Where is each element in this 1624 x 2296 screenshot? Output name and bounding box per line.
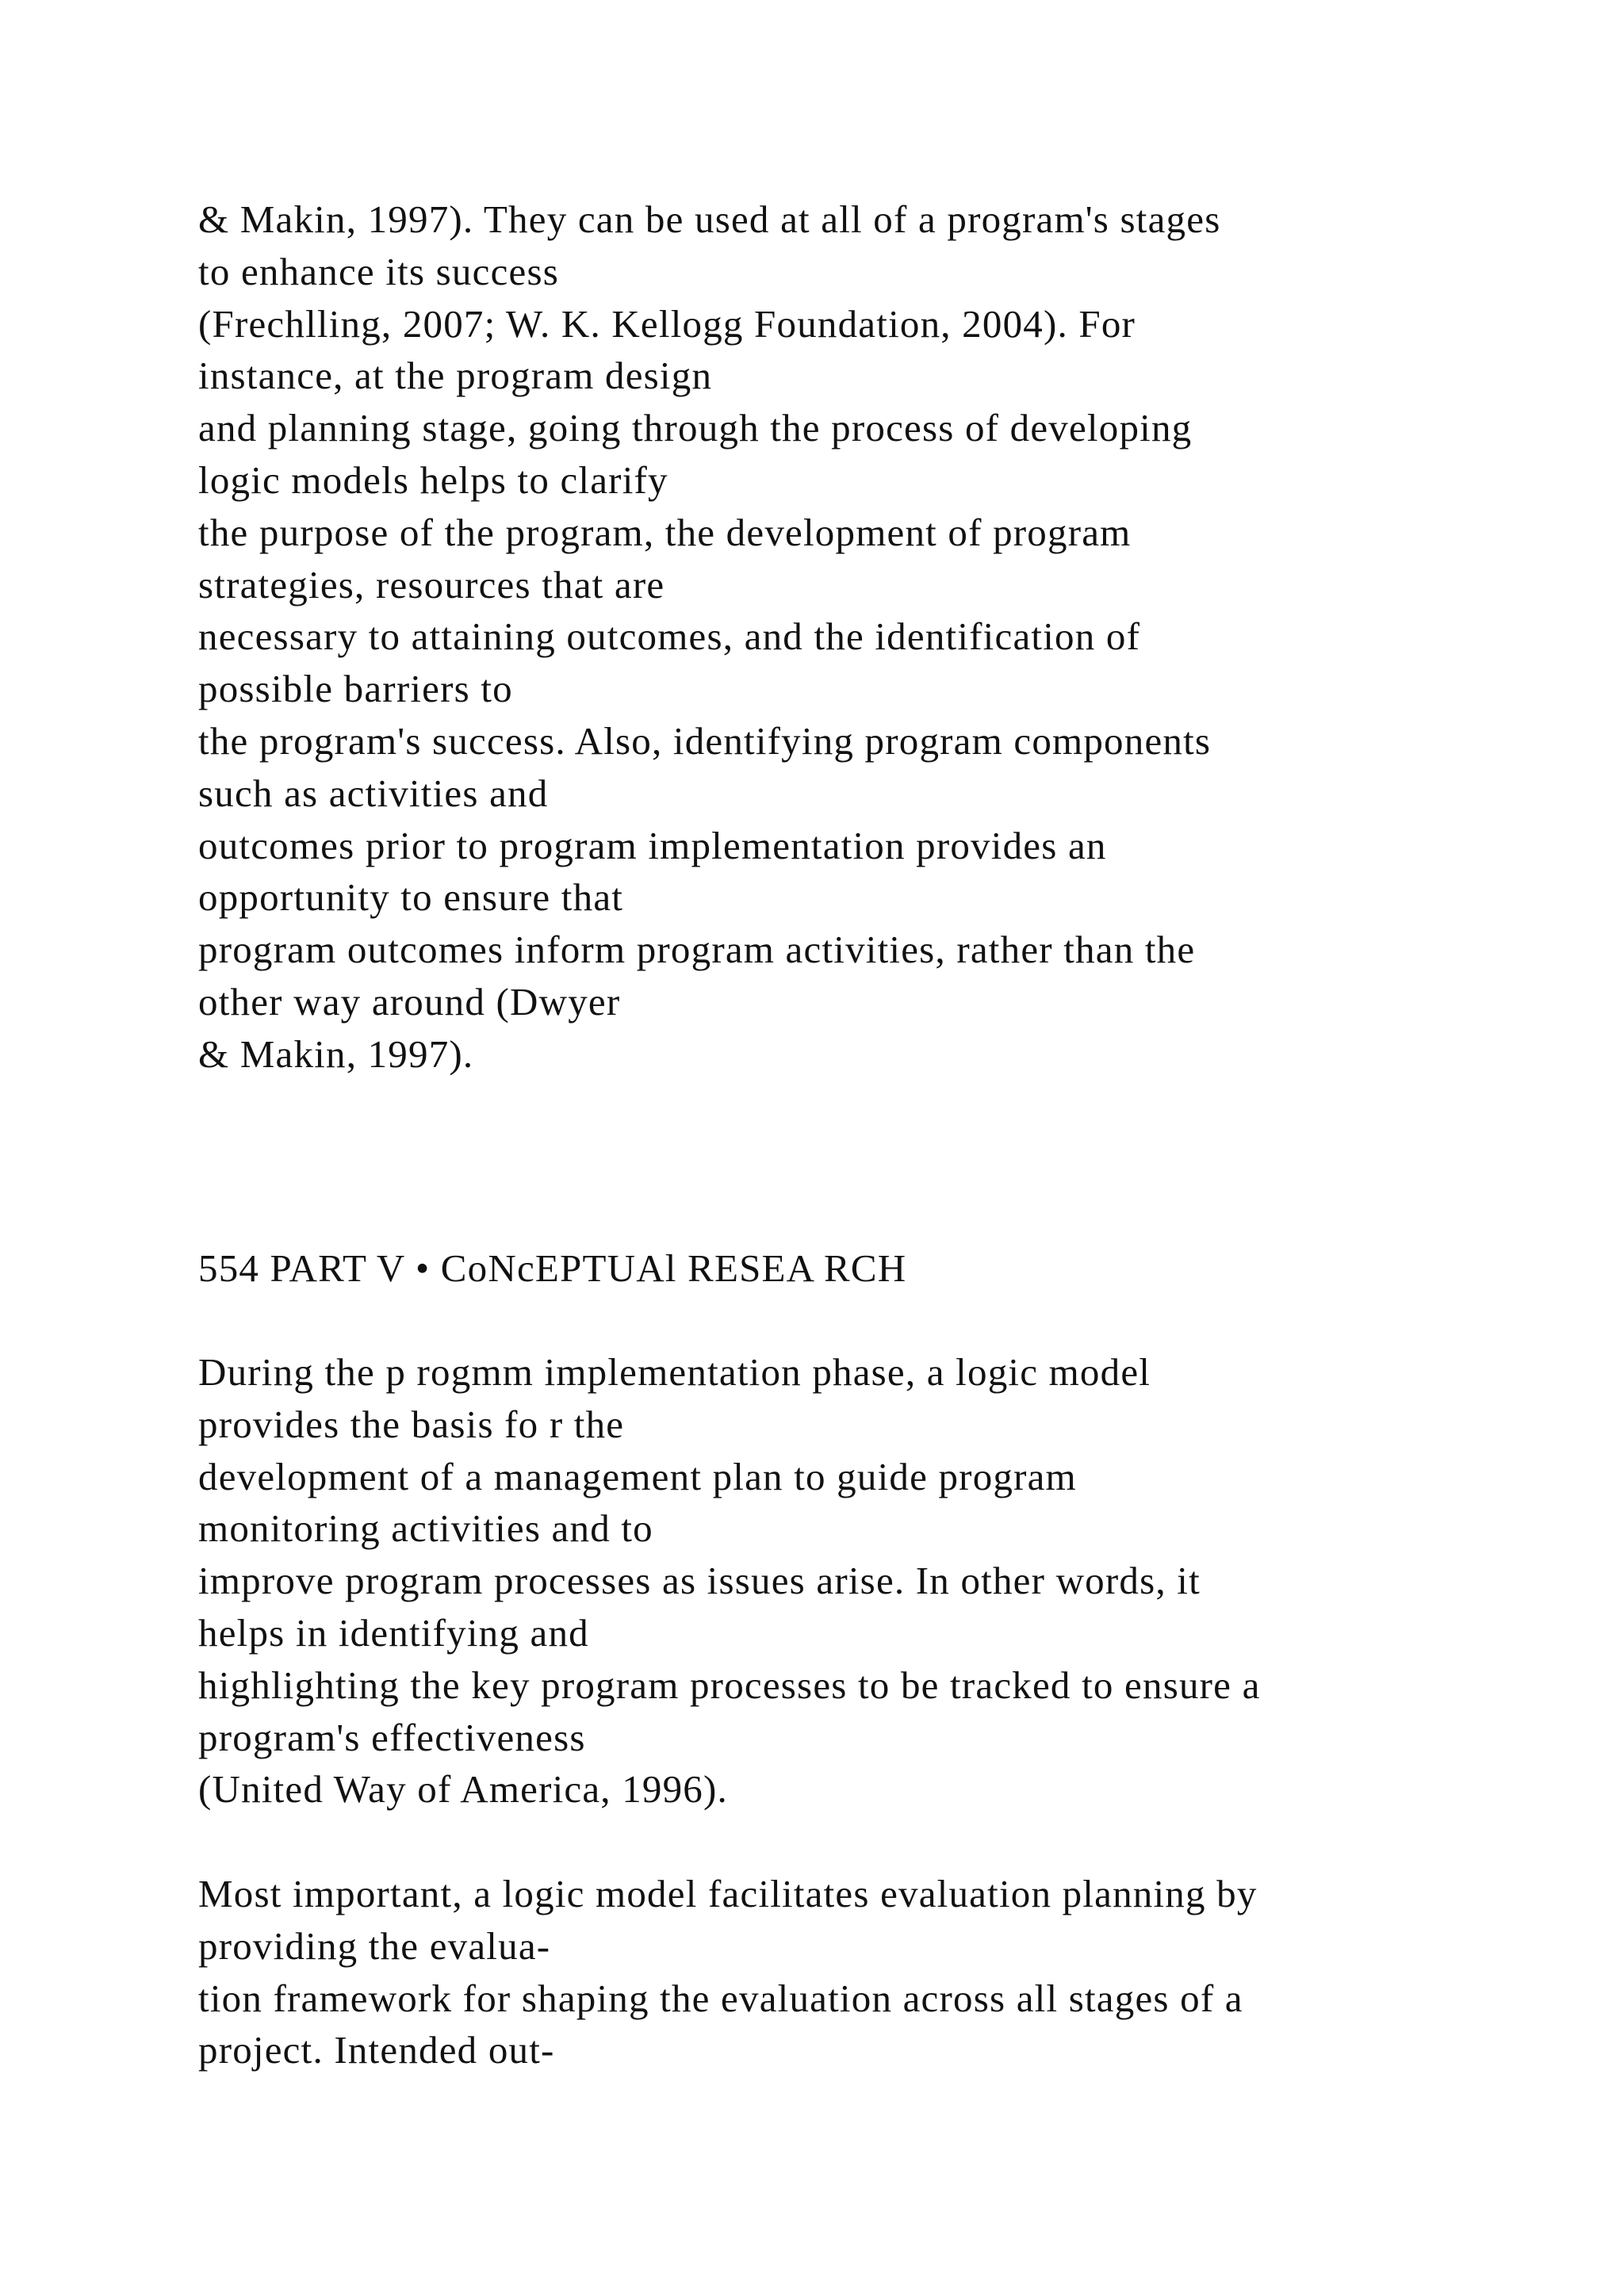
text-line: possible barriers to: [198, 667, 513, 711]
text-line: & Makin, 1997). They can be used at all of a program's stages: [198, 197, 1221, 241]
text-line: providing the evalua-: [198, 1923, 551, 1968]
text-line: provides the basis fo r the: [198, 1402, 625, 1446]
text-line: outcomes prior to program implementation provides an: [198, 823, 1107, 867]
text-line: the program's success. Also, identifying program components: [198, 718, 1212, 763]
text-line: helps in identifying and: [198, 1610, 589, 1655]
page-header: [198, 1242, 1546, 1295]
text-line: program outcomes inform program activities, rather than the: [198, 928, 1196, 972]
text-line: project. Intended out-: [198, 2028, 555, 2072]
page-header-text: 554 PART V • CoNcEPTUAl RESEA RCH: [198, 1246, 907, 1290]
text-line: and planning stage, going through the process of developing: [198, 406, 1193, 450]
text-line: instance, at the program design: [198, 354, 713, 398]
text-line: to enhance its success: [198, 249, 560, 293]
text-line: & Makin, 1997).: [198, 1031, 474, 1076]
text-line: improve program processes as issues arise. In other words, it: [198, 1559, 1201, 1603]
text-line: Most important, a logic model facilitates evaluation planning by: [198, 1872, 1258, 1915]
text-line: opportunity to ensure that: [198, 875, 624, 920]
text-line: monitoring activities and to: [198, 1506, 653, 1551]
text-line: the purpose of the program, the development of program: [198, 510, 1132, 554]
text-line: During the p rogmm implementation phase, a logic model: [198, 1350, 1151, 1394]
text-line: (United Way of America, 1996).: [198, 1767, 728, 1812]
paragraph-implementation-phase: [198, 1346, 1546, 1816]
paragraph-logic-model-stages: [198, 193, 1546, 1081]
text-line: program's effectiveness: [198, 1715, 586, 1759]
text-line: development of a management plan to guide program: [198, 1454, 1077, 1498]
paragraph-evaluation-planning: [198, 1868, 1546, 2076]
text-line: logic models helps to clarify: [198, 457, 668, 502]
text-line: (Frechlling, 2007; W. K. Kellogg Foundation, 2004). For: [198, 301, 1136, 346]
text-line: necessary to attaining outcomes, and the identification of: [198, 614, 1141, 659]
text-line: tion framework for shaping the evaluation across all stages of a: [198, 1976, 1243, 2020]
text-line: strategies, resources that are: [198, 562, 665, 607]
text-line: such as activities and: [198, 771, 549, 815]
text-line: highlighting the key program processes to be tracked to ensure a: [198, 1663, 1261, 1707]
text-line: other way around (Dwyer: [198, 979, 621, 1024]
